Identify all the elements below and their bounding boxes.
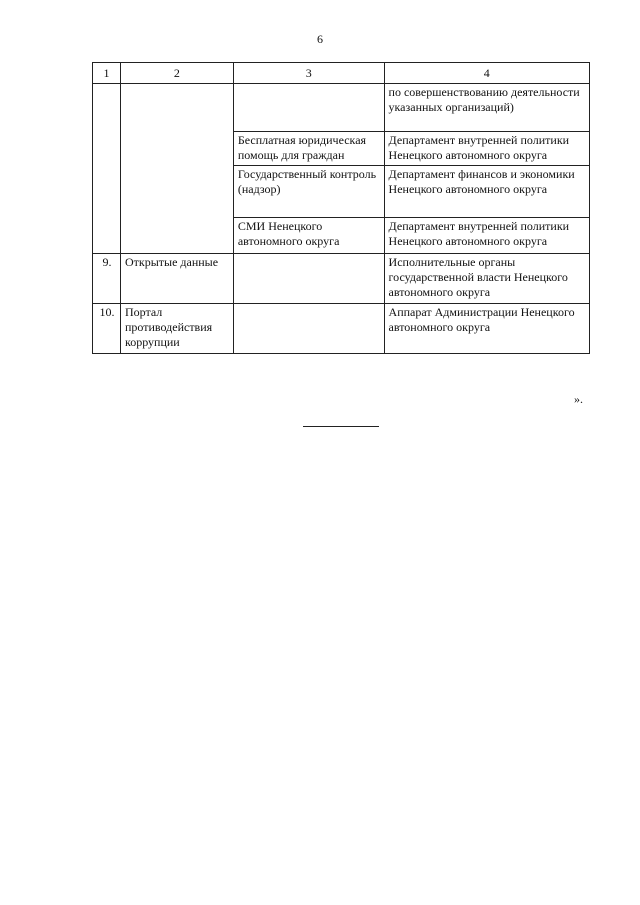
row-number-cell: 10. <box>93 304 121 354</box>
subsection-cell <box>233 254 384 304</box>
section-cell <box>120 84 233 254</box>
table-row <box>93 254 590 304</box>
row-number-cell: 9. <box>93 254 121 304</box>
subsection-cell: Государственный контроль (надзор) <box>233 166 384 218</box>
document-table <box>92 62 590 354</box>
row-number-cell <box>93 84 121 254</box>
responsible-cell: Департамент финансов и экономики Ненецкого автономного округа <box>384 166 589 218</box>
table-row <box>93 84 590 132</box>
section-cell: Портал противодействия коррупции <box>120 304 233 354</box>
page-number: 6 <box>317 32 323 46</box>
subsection-cell: СМИ Ненецкого автономного округа <box>233 218 384 254</box>
header-cell-2: 2 <box>120 63 233 84</box>
responsible-cell: по совершенствованию деятельности указанных организаций) <box>384 84 589 132</box>
section-cell: Открытые данные <box>120 254 233 304</box>
closing-quote: ». <box>574 392 583 406</box>
subsection-cell <box>233 304 384 354</box>
responsible-cell: Департамент внутренней политики Ненецкого автономного округа <box>384 132 589 166</box>
table-header-row <box>93 63 590 84</box>
separator-line <box>303 426 379 427</box>
header-cell-3: 3 <box>233 63 384 84</box>
table-row <box>93 304 590 354</box>
responsible-cell: Исполнительные органы государственной власти Ненецкого автономного округа <box>384 254 589 304</box>
subsection-cell: Бесплатная юридическая помощь для граждан <box>233 132 384 166</box>
responsible-cell: Департамент внутренней политики Ненецкого автономного округа <box>384 218 589 254</box>
header-cell-1: 1 <box>93 63 121 84</box>
subsection-cell <box>233 84 384 132</box>
responsible-cell: Аппарат Администрации Ненецкого автономного округа <box>384 304 589 354</box>
header-cell-4: 4 <box>384 63 589 84</box>
